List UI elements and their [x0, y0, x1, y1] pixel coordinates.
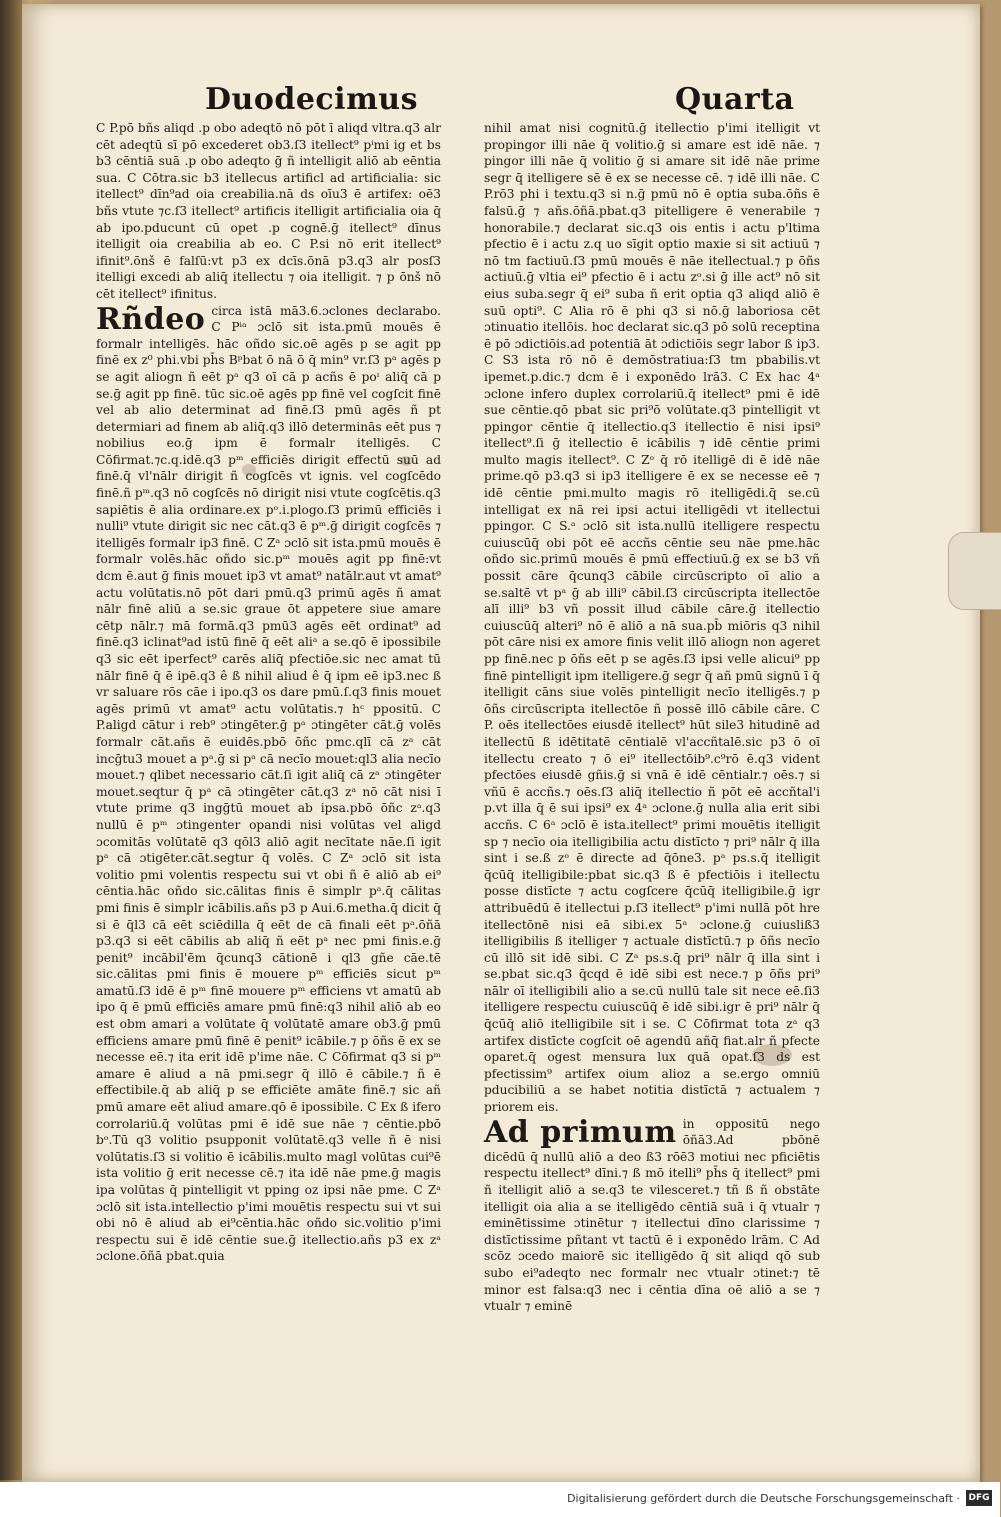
- page-clasp-tab: [948, 532, 1001, 610]
- paragraph-with-lead: [484, 1116, 820, 1315]
- paragraph-with-lead: [96, 303, 441, 1265]
- text-column-left: [96, 120, 441, 1264]
- text-column-right: [484, 120, 820, 1314]
- lead-word: Rñdeo: [96, 301, 206, 337]
- paragraph: C P.pō bñs aliqd .p obo adeqtō nō pōt ī aliqd vltra.q3 alr cēt adeqtū sī pō excederet ob3.ſ3 itellect⁹ pⁱmi ig et bs b3 cēntiā suā .p obo adeqto ḡ ñ intelligit aliō ab eēntia sua. C Cōtra.sic b3 itellecus artificl ad artificialia: sic itellect⁹ dīn⁹ad oia creabilia.nā ds oīu3 ē artifex: oē3 bñs vtute ⁊c.ſ3 itellect⁹ artificis itelligit artificialia oia q̄ ab ipo.pducunt cū opet .p cognē.ḡ itellect⁹ dīnus itelligit oia creabilia ab eo. C P.si nō erit itellect⁹ ifinit⁹.ōnš ē falſū:vt p3 ex dcīs.ōnā p3.q3 alr posſ3 itelligi excedi ab aliq̄ itellectu ⁊ oia itelligit. ⁊ p ōnš nō cēt itellect⁹ ifinitus.: [96, 121, 441, 301]
- paragraph-text: circa istā mā3.6.ɔclones declarabo. C Pⁱᵃ ɔclō sit ista.pmū mouēs ē formalr intelligēs. hāc oñdo sic.oē agēs p se agit pp finē ex z⁰ phi.vbi ph̄s Bᵖbat ō nā ō q̄ min⁹ vr.ſ3 pᵃ agēs p se agit aliogn ñ eēt pᵃ q3 oī cā p acñs ē poᶦ aliq̄ cā p se.ḡ agit pp finē. tūc sic.oē agēs pp finē vel cogſcit finē vel ab alio determinat ad finē.ſ3 pmū agēs ñ pt determiari ad finem ab aliq̄.q3 illō determinās eēt pus ⁊ nobilius eo.ḡ ipm ē formalr itelligēs. C Cōfirmat.⁊c.q.idē.q3 pᵐ efficiēs dirigit effectū suū ad finē.q̄ vl'nālr dirigit ñ cogſcēs vt ignis. vel cogſcēdo finē.ñ pᵐ.q3 nō cogſcēs nō dirigit nisi vtute cogſcētis.q3 sapiētis ē alia ordinare.ex pᵒ.i.plogo.ſ3 primū efficiēs i nulli⁹ vtute dirigit sic nec cāt.q3 ē pᵐ.ḡ dirigit cogſcēs ⁊ itelligēs formalr ip3 finē. C Zᵃ ɔclō sit ista.pmū mouēs ē formalr volēs.hāc oñdo sic.pᵐ mouēs agit pp finē:vt dcm ē.aut ḡ finis mouet ip3 vt amat⁹ natālr.aut vt amat⁹ actu volūtatis.nō pōt dari pmū.q3 primū agēs ñ amat nālr finē aliū a se.sic graue ōt appetere siue amare cētp nālr.⁊ mā formā.q3 pmū3 agēs eēt ordinat⁹ ad finē.q3 iclinat⁹ad istū finē q̄ eēt aliᵃ a se.qō ē ipossibile q3 sic eēt iperfect⁹ carēs aliq̄ pfectiōe.sic nec amat tū nālr finē q̄ ē ipē.q3 ê ß nihil aliud ê q̄ ipm eē ip3.nec ß vr saluare rōs cāe i ipo.q3 os dare pmū.ſ.q3 finis mouet agēs primū vt amat⁹ actu volūtatis.⁊ hᶜ ppositū. C P.aligd cātur i reb⁹ ɔtingēter.ḡ pᵃ ɔtingēter cāt.ḡ volēs formalr cāt.añs ē euidēs.pbō ōñc pmc.qlī cā zᵃ cāt incḡtu3 mouet a pᵃ.ḡ si pᵃ cā necīo mouet:ql3 alia necīo mouet.⁊ qlibet necessario cāt.ſi igit aliq̄ cā zᵃ ɔtingēter mouet.seqtur q̄ pᵃ cā ɔtingēter cāt.q3 zᵃ nō cāt nisi ī vtute prime q3 ingḡtū mouet ab ipsa.pbō ōñc zᵃ.q3 nullū ē pᵐ ɔtingenter opandi nisi volūtas vel aligd ɔcomitās volūtatē q3 qōl3 aliō agit necītate nāe.ſi igit pᵃ cā ɔtigēter.cāt.segtur q̄ volēs. C Zᵃ ɔclō sit ista volitio pmi volentis respectu sui vt obi ñ ē aliō ab ei⁹ cēntia.hāc oñdo sic.cālitas finis ē simplr pᵃ.q̄ cālitas pmi finis ē simplr icābilis.añs p3 p Aui.6.metha.q̄ dicit q̄ si ē q̄l3 cā eēt sciēdilla q̄ eēt de cā finali eēt pᵃ.ōñā p3.q3 si eēt cābilis ab aliq̄ ñ eēt pᵃ nec pmi finis.e.ḡ penit⁹ incābil'ēm q̄cunq3 cātionē i ql3 gñe cāe.tē sic.cālitas pmi finis ē mouere pᵐ efficiēs sicut pᵐ amatū.ſ3 idē ē pᵐ finē mouere pᵐ efficiens vt amatū ab ipo q̄ ē pmū efficiēs amare pmū finē:q3 nihil aliō ab eo est obm amari a volūtate q̄ volūtatē amare ob3.ḡ pmū efficiens amare pmū finē ē penit⁹ icābile.⁊ p ōñs ē ex se necesse eē.⁊ ita erit idē p'ime nāe. C Cōfirmat q3 si pᵐ amare ē aliud a nā pmi.segr q̄ illō ē cābile.⁊ ñ ē effectibile.q̄ ab aliq̄ p se efficiēte amāte finē.⁊ sic añ pmū amare eēt aliud amare.qō ē ipossibile. C Ex ß ifero corrolariū.q̄ volūtas pmi ē idē sue nāe ⁊ cēntie.pbō bᵒ.Tū q3 volitio psupponit volūtatē.q3 velle ñ ē nisi volūtatis.ſ3 si volitio ē icābilis.multo magl volūtas cui⁹ē ista volitio ḡ erit necesse cē.⁊ ita idē nāe pme.ḡ magis ipa volūtas q̄ pintelligit vt pping oz ipsi nāe pme. C Zᵃ ɔclō sit ista.intellectio p'imi mouētis respectu sui vt sui obi nō ē aliud ab ei⁹cēntia.hāc oñdo sic.volitio p'imi respectu sui ē idē cēntie sue.ḡ itellectio.añs p3 ex zᵃ ɔclone.ōñā pbat.quia: [96, 303, 441, 1264]
- dfg-logo: DFG: [966, 1490, 992, 1506]
- paragraph-text: in oppositū nego ōñā3.Ad pbōnē dicēdū q̄ nullū aliō a deo ß3 rōē3 motiui nec pficiētis respectu itellect⁹ dīni.⁊ ß mō itelli⁹ ph̄s q̄ itellect⁹ pmi ñ itelligit aliō a se.q3 te vilesceret.⁊ tñ ß ñ obstāte itelligit oia alia a se itelligēdo cēntiā suā i q̄ vtualr ⁊ eminētissime ɔtinētur ⁊ itellectui dīno clarissime ⁊ distīctissime pñtant vt tactū ē i exponēdo lrām. C Ad scōz ɔcedo maiorē sic itelligēdo q̄ sit aliqd qō sub subo ei⁹adeqto nec formalr nec vtualr ɔtinet:⁊ tē minor est falsa:q3 nec i cēntia dīna oē aliō a se ⁊ vtualr ⁊ eminē: [484, 1116, 820, 1314]
- paragraph: nihil amat nisi cognitū.ḡ itellectio p'imi itelligit vt propingor illi nāe q̄ volitio.ḡ si amare est idē nāe. ⁊ pingor illi nāe q̄ volitio ḡ si amare sit idē nāe prime segr q̄ itelligere sē ē ex se necesse cē. ⁊ idē illi nāe. C P.rō3 phi i textu.q3 si n.ḡ pmū nō ē optia suba.ōñs ē falsū.ḡ ⁊ añs.ōñā.pbat.q3 pitelligere ē venerabile ⁊ honorabile.⁊ declarat sic.q3 ois entis i actu p'ltima pfectio ē i actu z.q uo sīgit optio maxie si sit actiuū ⁊ nō tm factiuū.ſ3 pmū mouēs ē nāe itellectual.⁊ p ōñs actiuū.ḡ vltia ei⁹ pfectio ē i actu zᵒ.si ḡ ille act⁹ nō sit eius suba.segr q̄ ei⁹ suba ñ erit optia q3 aliqd aliō ē suū opti⁹. C Alia rō ē phi q3 si nō.ḡ laboriosa cēt ɔtinuatio itellōis. hoc declarat sic.q3 pō solū receptina ē pō ɔdictiōis.ad potentiā āt ɔdictiōis segr labor ß ip3. C S3 ista rō nō ē demōstratiua:ſ3 tm pbabilis.vt ipemet.p.dic.⁊ dcm ē i exponēdo lrā3. C Ex hac 4ᵃ ɔclone infero duplex corrolariū.q̄ itellect⁹ pmi ē idē sue cēntie.qō pbat sic pri⁹ō volūtate.q3 pintelligit vt ppingor cēntie q̄ itellectio.q3 itellectio ē nisi ipsi⁹ itellect⁹.ſi ḡ itellectio ē icābilis ⁊ idē cēntie primi multo magis itellect⁹. C Zᵒ q̄ rō itelligē di ē idē nāe prime.qō p3.q3 si ip3 itelligere ē ex se necesse eē ⁊ idē cēntie pmi.multo magis rō itelligēdi.q̄ se.cū intelligat ex nā rei ipsi actui itelligēdi vt itellectui ppingor. C S.ᵃ ɔclō sit ista.nullū itelligere respectu cuiuscūq̄ obi pōt eē accñs cēntie seu nāe pme.hāc oñdo sic.primū mouēs ē pmū effectiuū.ḡ ex se b3 vñ possit cāre q̄cunq3 cābile circūscripto oī alio a se.saltē vt pᵃ ḡ ab illi⁹ cābil.ſ3 circūscripta itellectōe alī illi⁹ b3 vñ possit illud cābile cāre.ḡ itellectio cuiuscūq̄ alteri⁹ nō ē aliō a nā sua.pb̄ miōris q3 nihil pōt cāre nisi ex amore finis velit illō aliogn non ageret pp finē.nec p ōñs eēt p se agēs.ſ3 ipsi velle alicui⁹ pp finē pintelligit ipm itelligere.ḡ segr q̄ añ pmū signū ī q̄ itelligit cāns siue volēs pintelligit necīo itelligēs.⁊ p ōñs circūscripta itellectōe ñ possē illō cābile cāre. C P. oēs itellectōes eiusdē itellect⁹ hūt sile3 hitudinē ad itellectū ß idētitatē cēntialē vl'accñtalē.sic p3 ō oī itellectu creato ⁊ ō ei⁹ itellectōib⁹.c⁹rō ē.q3 vident pfectōes eiusdē gñis.ḡ si vnā ē idē cēntialr.⁊ oēs.⁊ si vñū ē accñs.⁊ oēs.ſ3 aliq̄ itellectio ñ pōt eē accñtal'i p.vt illa q̄ ē sui ipsi⁹ ex 4ᵃ ɔclone.ḡ nulla alia erit sibi accñs. C 6ᵃ ɔclō ē ista.itellect⁹ primi mouētis itelligit sp ⁊ necīo oia itelligibilia actu distīcto ⁊ pri⁹ nālr q̄ illa sint i se.ß zᵒ ē directe ad q̄ōne3. pᵃ ps.s.q̄ itelligit q̄cūq̄ itelligibile:pbat sic.q3 ß ē pfectiōis i itellectu posse distīcte ⁊ actu cogſcere q̄cūq̄ itelligibile.ḡ igr attribuēdū ē itellectui p.ſ3 itellect⁹ p'imi nullā pōt hre itellectōnē nisi eā sibi.ex 5ᵃ ɔclone.ḡ cuiusliß3 itelligibilis ß itelliger ⁊ actuale distīctū.⁊ p ōñs necīo cū illō sit idē sibi. C Zᵃ ps.s.q̄ pri⁹ nālr q̄ illa sint i se.pbat sic.q3 q̄cqd ē idē sibi est nece.⁊ p ōñs pri⁹ nālr oī itelligibili alio a se.cū nullū tale sit nece eē.ſi3 itelligere respectu cuiuscūq̄ ē idē sibi.igr ē pri⁹ nālr q̄ q̄cūq̄ aliō itelligibile sit i se. C Cōfirmat tota zᵃ q3 artifex distīcte cogſcit oē agendū añq̄ fiat.alr ñ pfecte oparet.q̄ ogest mensura lux quā opat.ſ3 ds est pfectissim⁹ artifex oium alioz a se.ergo omniū pducibiliū a se habet notitia distīctā ⁊ actualem ⁊ priorem eis.: [484, 121, 820, 1115]
- book-spine-edge: [0, 0, 22, 1480]
- funding-credit: Digitalisierung gefördert durch die Deutsche Forschungsgemeinschaft ·: [567, 1492, 960, 1505]
- footer-bar: [0, 1482, 1000, 1517]
- running-head-left: Duodecimus: [205, 82, 419, 117]
- running-head-right: Quarta: [675, 82, 795, 117]
- lead-word: Ad primum: [484, 1114, 677, 1150]
